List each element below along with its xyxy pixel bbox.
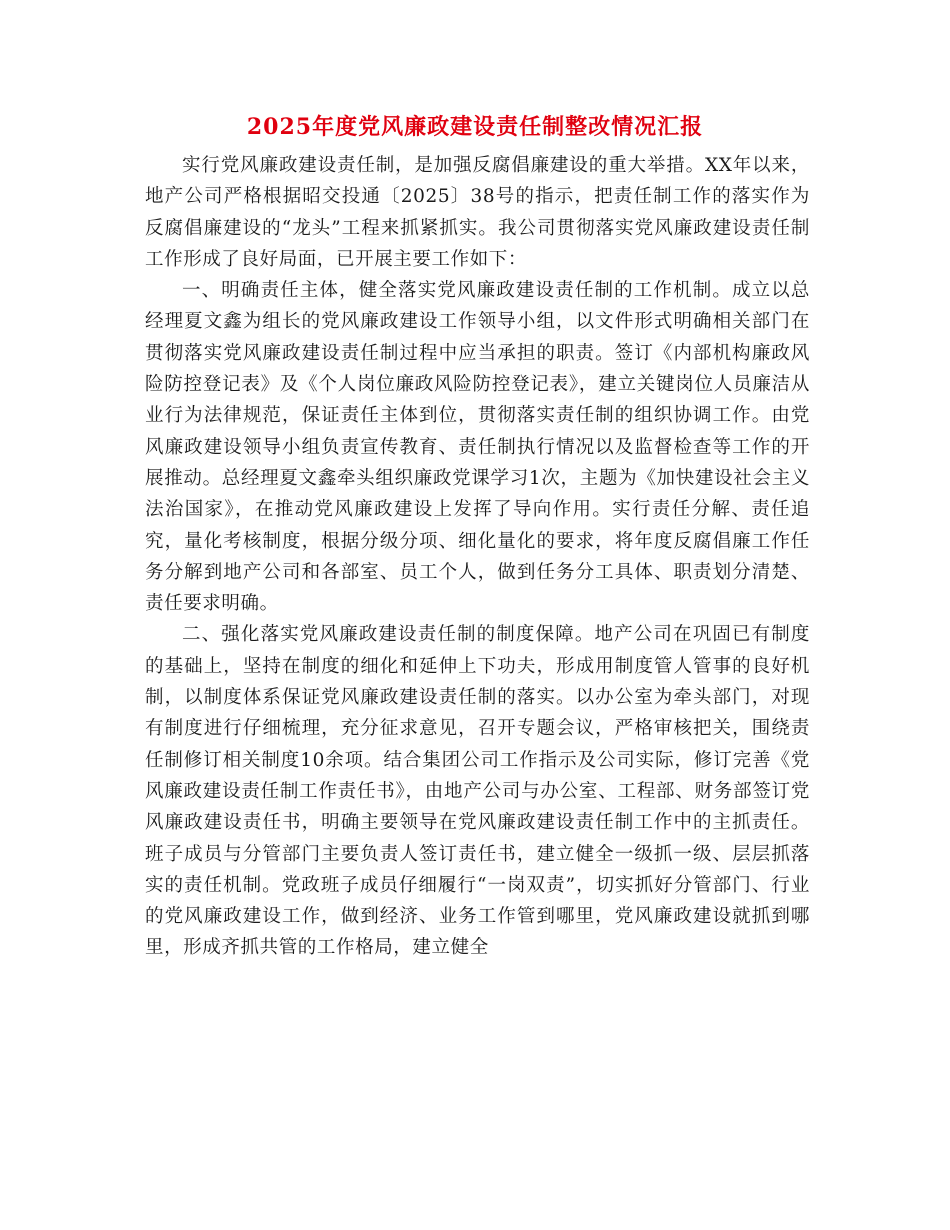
document-body	[145, 150, 810, 964]
paragraph-section-1: 一、明确责任主体，健全落实党风廉政建设责任制的工作机制。成立以总经理夏文鑫为组长的党风廉政建设工作领导小组，以文件形式明确相关部门在贯彻落实党风廉政建设责任制过程中应当承担的职责。签订《内部机构廉政风险防控登记表》及《个人岗位廉政风险防控登记表》，建立关键岗位人员廉洁从业行为法律规范，保证责任主体到位，贯彻落实责任制的组织协调工作。由党风廉政建设领导小组负责宣传教育、责任制执行情况以及监督检查等工作的开展推动。总经理夏文鑫牵头组织廉政党课学习1次，主题为《加快建设社会主义法治国家》，在推动党风廉政建设上发挥了导向作用。实行责任分解、责任追究，量化考核制度，根据分级分项、细化量化的要求，将年度反腐倡廉工作任务分解到地产公司和各部室、员工个人，做到任务分工具体、职责划分清楚、责任要求明确。	[145, 280, 810, 615]
document-title: 2025年度党风廉政建设责任制整改情况汇报	[246, 114, 704, 140]
paragraph-intro: 实行党风廉政建设责任制，是加强反腐倡廉建设的重大举措。XX年以来，地产公司严格根据昭交投通〔2025〕38号的指示，把责任制工作的落实作为反腐倡廉建设的“龙头”工程来抓紧抓实。我公司贯彻落实党风廉政建设责任制工作形成了良好局面，已开展主要工作如下：	[145, 155, 810, 270]
paragraph-section-2: 二、强化落实党风廉政建设责任制的制度保障。地产公司在巩固已有制度的基础上，坚持在制度的细化和延伸上下功夫，形成用制度管人管事的良好机制，以制度体系保证党风廉政建设责任制的落实。以办公室为牵头部门，对现有制度进行仔细梳理，充分征求意见，召开专题会议，严格审核把关，围绕责任制修订相关制度10余项。结合集团公司工作指示及公司实际，修订完善《党风廉政建设责任制工作责任书》，由地产公司与办公室、工程部、财务部签订党风廉政建设责任书，明确主要领导在党风廉政建设责任制工作中的主抓责任。班子成员与分管部门主要负责人签订责任书，建立健全一级抓一级、层层抓落实的责任机制。党政班子成员仔细履行“一岗双责”，切实抓好分管部门、行业的党风廉政建设工作，做到经济、业务工作管到哪里，党风廉政建设就抓到哪里，形成齐抓共管的工作格局，建立健全	[145, 624, 810, 959]
